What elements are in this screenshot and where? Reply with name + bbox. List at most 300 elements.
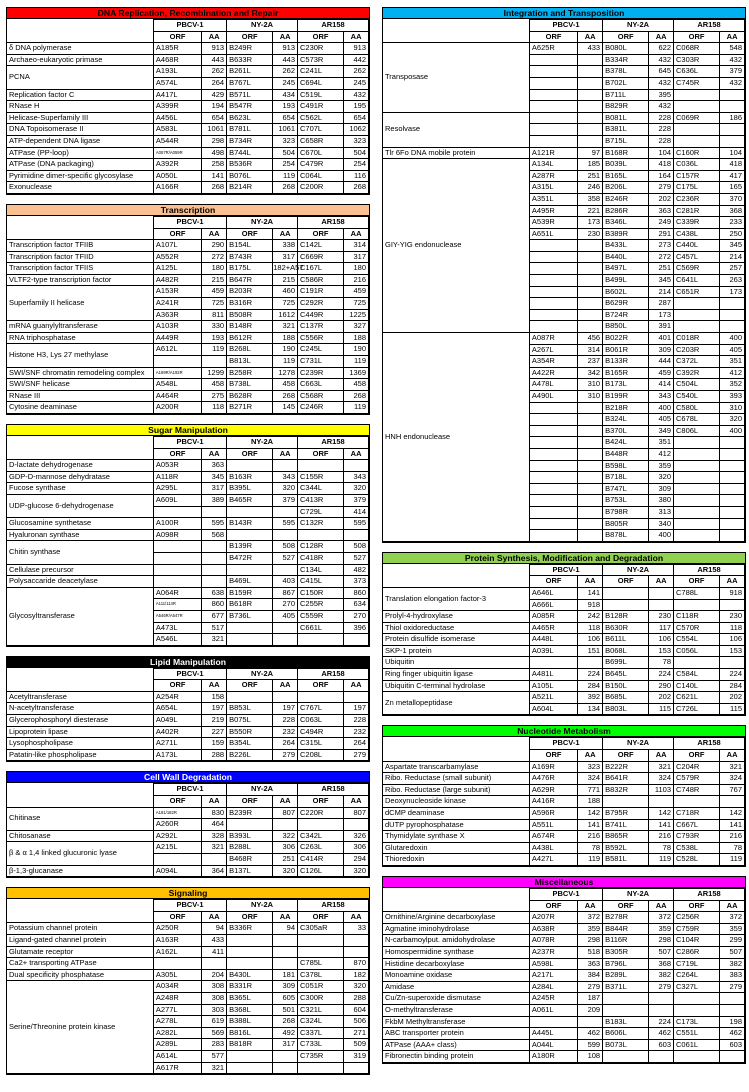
aa-cell: 321 xyxy=(649,761,674,773)
orf-header: ORF xyxy=(227,911,273,923)
gene-name: Thymidylate synthase X xyxy=(383,831,529,843)
aa-cell: 115 xyxy=(720,703,745,715)
aa-cell: 319 xyxy=(344,1050,369,1062)
orf-cell: B222R xyxy=(603,761,649,773)
orf-cell: B767L xyxy=(227,77,273,89)
aa-cell: 867 xyxy=(273,587,298,599)
column-header-row xyxy=(7,448,369,460)
table-row xyxy=(383,842,745,854)
orf-cell: C236R xyxy=(674,193,720,205)
orf-cell xyxy=(674,298,720,310)
orf-cell: A107L xyxy=(153,240,201,252)
aa-cell: 412 xyxy=(649,448,674,460)
aa-cell: 119 xyxy=(720,854,745,866)
aa-cell: 462 xyxy=(720,1028,745,1040)
aa-cell xyxy=(273,819,298,831)
orf-cell: B832R xyxy=(603,784,649,796)
aa-cell: 116 xyxy=(344,170,369,182)
orf-cell: C292R xyxy=(298,298,344,310)
aa-cell: 807 xyxy=(344,807,369,819)
orf-cell: B611L xyxy=(603,634,649,646)
aa-cell: 527 xyxy=(273,552,298,564)
orf-header: ORF xyxy=(603,900,649,912)
orf-cell: A666L xyxy=(529,599,577,611)
table-row xyxy=(383,831,745,843)
orf-cell: A260R xyxy=(153,819,201,831)
aa-cell: 197 xyxy=(344,703,369,715)
aa-cell: 228 xyxy=(273,715,298,727)
aa-cell xyxy=(578,460,603,472)
orf-cell: C245L xyxy=(298,344,344,356)
virus-header: NY-2A xyxy=(227,20,298,32)
aa-cell: 254 xyxy=(273,159,298,171)
orf-cell xyxy=(153,854,201,866)
aa-cell: 323 xyxy=(578,761,603,773)
gene-name: Chitosanase xyxy=(7,830,153,842)
orf-cell: C167L xyxy=(298,263,344,275)
orf-cell: B163R xyxy=(227,471,273,483)
aa-header: AA xyxy=(202,680,227,692)
orf-cell xyxy=(298,1062,344,1074)
orf-header: ORF xyxy=(153,228,201,240)
aa-cell: 159 xyxy=(202,738,227,750)
aa-cell: 104 xyxy=(720,147,745,159)
aa-cell: 190 xyxy=(273,344,298,356)
aa-cell: 242 xyxy=(578,611,603,623)
aa-cell: 180 xyxy=(202,263,227,275)
aa-header: AA xyxy=(649,900,674,912)
virus-header: NY-2A xyxy=(603,20,674,32)
orf-cell: C788L xyxy=(674,587,720,599)
orf-cell: B805R xyxy=(603,518,649,530)
aa-cell xyxy=(344,946,369,958)
orf-cell: C726L xyxy=(674,703,720,715)
header-blank xyxy=(7,900,153,912)
orf-cell: C449R xyxy=(298,309,344,321)
orf-cell: A200R xyxy=(153,402,201,414)
orf-cell: C263L xyxy=(298,842,344,854)
orf-cell: A217L xyxy=(529,970,577,982)
table-row xyxy=(7,494,369,506)
aa-cell: 382 xyxy=(649,970,674,982)
table-row xyxy=(7,263,369,275)
orf-cell: C339R xyxy=(674,217,720,229)
orf-cell: A392R xyxy=(153,159,201,171)
aa-cell: 119 xyxy=(649,854,674,866)
orf-cell: C785L xyxy=(298,958,344,970)
orf-cell: C731L xyxy=(298,356,344,368)
orf-cell: A134L xyxy=(529,159,577,171)
aa-cell xyxy=(578,309,603,321)
aa-cell: 432 xyxy=(720,77,745,89)
gene-name: β & α 1,4 linked glucuronic lyase xyxy=(7,842,153,865)
gene-name: ATPase (AAA+ class) xyxy=(383,1039,529,1051)
aa-cell: 94 xyxy=(273,923,298,935)
table-row xyxy=(7,807,369,819)
header-blank xyxy=(383,20,529,32)
virus-header: NY-2A xyxy=(227,216,298,228)
orf-cell: A456L xyxy=(153,112,201,124)
aa-cell xyxy=(578,298,603,310)
header-blank xyxy=(7,680,153,692)
aa-cell: 392 xyxy=(578,692,603,704)
orf-cell xyxy=(529,263,577,275)
aa-cell: 216 xyxy=(344,274,369,286)
orf-cell: A546R/A547R xyxy=(153,610,201,622)
orf-cell: A166R xyxy=(153,182,201,194)
aa-cell: 405 xyxy=(273,610,298,622)
orf-cell xyxy=(298,691,344,703)
aa-cell: 405 xyxy=(649,414,674,426)
orf-cell: A078R xyxy=(529,935,577,947)
orf-cell: B630R xyxy=(603,622,649,634)
table-row xyxy=(383,692,745,704)
orf-cell: B878L xyxy=(603,530,649,542)
aa-cell: 186 xyxy=(720,112,745,124)
orf-cell: A598L xyxy=(529,958,577,970)
gene-name: Ribo. Reductase (large subunit) xyxy=(383,784,529,796)
orf-cell xyxy=(674,518,720,530)
gene-name: Fibronectin binding protein xyxy=(383,1051,529,1063)
orf-cell: A118R xyxy=(153,471,201,483)
orf-cell: A539R xyxy=(529,217,577,229)
orf-header: ORF xyxy=(603,31,649,43)
aa-cell: 725 xyxy=(202,298,227,310)
orf-cell: B795R xyxy=(603,808,649,820)
orf-cell: B370L xyxy=(603,425,649,437)
table-row xyxy=(383,1051,745,1063)
aa-header: AA xyxy=(649,576,674,588)
orf-cell: C669R xyxy=(298,251,344,263)
table-row xyxy=(7,112,369,124)
orf-cell: B305R xyxy=(603,946,649,958)
orf-cell: A287R xyxy=(529,170,577,182)
orf-cell: C670L xyxy=(298,147,344,159)
aa-cell: 204 xyxy=(202,969,227,981)
aa-cell: 142 xyxy=(649,808,674,820)
header-blank xyxy=(7,668,153,680)
table-row xyxy=(7,89,369,101)
aa-cell: 345 xyxy=(649,275,674,287)
aa-cell: 725 xyxy=(344,298,369,310)
orf-cell xyxy=(298,634,344,646)
orf-cell: A181/182R xyxy=(153,807,201,819)
aa-cell: 432 xyxy=(649,77,674,89)
orf-cell: A250R xyxy=(153,923,201,935)
column-header-row xyxy=(7,911,369,923)
orf-cell: A098R xyxy=(153,529,201,541)
orf-cell xyxy=(674,483,720,495)
gene-table xyxy=(7,783,369,877)
orf-cell: A162L xyxy=(153,946,201,958)
virus-header-row xyxy=(383,888,745,900)
orf-cell: B550R xyxy=(227,726,273,738)
aa-header: AA xyxy=(344,911,369,923)
aa-cell: 119 xyxy=(273,170,298,182)
orf-cell: A468R xyxy=(153,54,201,66)
orf-cell: B143R xyxy=(227,518,273,530)
column-header-row xyxy=(383,750,745,762)
aa-cell xyxy=(344,1062,369,1074)
orf-cell: B389R xyxy=(603,228,649,240)
orf-cell: C658R xyxy=(298,135,344,147)
aa-cell xyxy=(344,691,369,703)
aa-cell xyxy=(720,448,745,460)
orf-cell: C556R xyxy=(298,332,344,344)
orf-cell: B378L xyxy=(603,66,649,78)
gene-name: Replication factor C xyxy=(7,89,153,101)
orf-cell: A552R xyxy=(153,251,201,263)
table-row xyxy=(7,274,369,286)
aa-cell xyxy=(720,483,745,495)
aa-cell: 254 xyxy=(344,159,369,171)
orf-cell: B424L xyxy=(603,437,649,449)
orf-cell xyxy=(227,564,273,576)
orf-cell: B633R xyxy=(227,54,273,66)
aa-cell: 363 xyxy=(649,205,674,217)
virus-header-row xyxy=(7,437,369,449)
orf-cell: A399R xyxy=(153,101,201,113)
orf-header: ORF xyxy=(603,576,649,588)
orf-header: ORF xyxy=(674,31,720,43)
aa-cell: 306 xyxy=(273,842,298,854)
orf-cell: A476R xyxy=(529,773,577,785)
aa-cell xyxy=(273,934,298,946)
virus-header: AR158 xyxy=(674,564,745,576)
aa-cell: 458 xyxy=(344,379,369,391)
gene-name: Deoxynucleoside kinase xyxy=(383,796,529,808)
section-title: Transcription xyxy=(7,205,369,216)
orf-cell: A189R/A192R xyxy=(153,367,201,379)
aa-cell: 221 xyxy=(578,205,603,217)
aa-cell: 456 xyxy=(578,333,603,345)
aa-cell: 458 xyxy=(273,379,298,391)
orf-cell: B508R xyxy=(227,309,273,321)
aa-cell xyxy=(273,506,298,518)
aa-cell: 321 xyxy=(202,842,227,854)
aa-cell: 767 xyxy=(720,784,745,796)
aa-cell xyxy=(202,564,227,576)
gene-name: RNA triphosphatase xyxy=(7,332,153,344)
orf-cell: B159R xyxy=(227,587,273,599)
gene-name: Protein disulfide isomerase xyxy=(383,634,529,646)
gene-name: Glucosamine synthetase xyxy=(7,518,153,530)
orf-cell xyxy=(227,1062,273,1074)
table-row xyxy=(7,471,369,483)
orf-cell xyxy=(227,946,273,958)
orf-cell: A267L xyxy=(529,344,577,356)
orf-cell xyxy=(529,321,577,333)
orf-cell xyxy=(529,518,577,530)
orf-cell: B736L xyxy=(227,610,273,622)
gene-name: RNase III xyxy=(7,390,153,402)
virus-header: AR158 xyxy=(298,437,369,449)
orf-cell: B324L xyxy=(603,414,649,426)
orf-cell: B368L xyxy=(227,1004,273,1016)
aa-cell: 202 xyxy=(649,193,674,205)
header-blank xyxy=(7,784,153,796)
orf-cell: A490L xyxy=(529,391,577,403)
orf-cell: A050L xyxy=(153,170,201,182)
table-row xyxy=(7,159,369,171)
aa-header: AA xyxy=(344,796,369,808)
orf-cell xyxy=(529,66,577,78)
aa-cell: 414 xyxy=(344,506,369,518)
aa-cell: 185 xyxy=(578,159,603,171)
aa-cell: 434 xyxy=(273,89,298,101)
gene-name: Aspartate transcarbamylase xyxy=(383,761,529,773)
orf-header: ORF xyxy=(674,576,720,588)
aa-cell: 262 xyxy=(344,66,369,78)
orf-cell: B073L xyxy=(603,1039,649,1051)
aa-header: AA xyxy=(202,228,227,240)
virus-header: NY-2A xyxy=(603,738,674,750)
orf-cell: A103R xyxy=(153,321,201,333)
aa-cell xyxy=(273,691,298,703)
aa-cell: 158 xyxy=(202,691,227,703)
orf-cell: B718L xyxy=(603,472,649,484)
orf-cell: C806L xyxy=(674,425,720,437)
orf-cell xyxy=(674,599,720,611)
aa-cell: 504 xyxy=(344,147,369,159)
aa-cell xyxy=(578,275,603,287)
table-row xyxy=(383,1039,745,1051)
gene-table xyxy=(383,888,745,1063)
aa-header: AA xyxy=(344,448,369,460)
aa-cell: 860 xyxy=(344,587,369,599)
aa-cell: 115 xyxy=(649,703,674,715)
aa-cell: 224 xyxy=(720,669,745,681)
orf-cell: C586R xyxy=(298,274,344,286)
gene-name: Cytosine deaminase xyxy=(7,402,153,414)
orf-cell: A044L xyxy=(529,1039,577,1051)
left-column xyxy=(6,7,370,1084)
section-tx xyxy=(6,204,370,415)
table-row xyxy=(7,587,369,599)
orf-cell: C230R xyxy=(298,43,344,55)
aa-cell: 638 xyxy=(202,587,227,599)
aa-cell: 108 xyxy=(578,1051,603,1063)
aa-cell: 118 xyxy=(578,622,603,634)
table-row xyxy=(7,379,369,391)
section-title: Cell Wall Degradation xyxy=(7,772,369,783)
orf-cell: B137L xyxy=(227,865,273,877)
orf-cell: C651R xyxy=(674,286,720,298)
orf-cell xyxy=(529,309,577,321)
table-row xyxy=(7,934,369,946)
aa-header: AA xyxy=(273,796,298,808)
orf-cell: B381L xyxy=(603,124,649,136)
orf-cell: C200R xyxy=(298,182,344,194)
aa-cell: 324 xyxy=(578,773,603,785)
aa-cell: 320 xyxy=(273,865,298,877)
aa-cell: 268 xyxy=(344,390,369,402)
virus-header: NY-2A xyxy=(603,888,674,900)
aa-cell: 432 xyxy=(720,54,745,66)
aa-cell: 317 xyxy=(202,483,227,495)
aa-cell: 245 xyxy=(273,77,298,89)
table-row xyxy=(383,159,745,171)
aa-cell xyxy=(578,530,603,542)
aa-cell xyxy=(344,634,369,646)
aa-cell: 321 xyxy=(720,761,745,773)
aa-cell: 432 xyxy=(649,54,674,66)
aa-cell: 870 xyxy=(344,958,369,970)
orf-cell: C036L xyxy=(674,159,720,171)
gene-name: Dual specificity phosphatase xyxy=(7,969,153,981)
orf-cell: C573R xyxy=(298,54,344,66)
aa-cell: 412 xyxy=(720,367,745,379)
gene-name: Thioredoxin xyxy=(383,854,529,866)
aa-cell: 389 xyxy=(202,494,227,506)
aa-cell: 264 xyxy=(273,738,298,750)
aa-cell: 214 xyxy=(720,251,745,263)
aa-cell: 153 xyxy=(720,645,745,657)
orf-cell: B724R xyxy=(603,309,649,321)
orf-cell: B465R xyxy=(227,494,273,506)
aa-cell: 268 xyxy=(273,1016,298,1028)
virus-header: AR158 xyxy=(674,20,745,32)
aa-cell xyxy=(720,472,745,484)
orf-cell: C580L xyxy=(674,402,720,414)
orf-cell: C636L xyxy=(674,66,720,78)
orf-header: ORF xyxy=(603,750,649,762)
aa-cell xyxy=(202,552,227,564)
virus-header: NY-2A xyxy=(227,900,298,912)
aa-cell: 320 xyxy=(344,981,369,993)
table-row xyxy=(383,43,745,55)
aa-cell: 464 xyxy=(202,819,227,831)
aa-cell xyxy=(578,448,603,460)
gene-name: Polysaccaride deacetylase xyxy=(7,576,153,588)
aa-cell xyxy=(202,541,227,553)
orf-cell: B173L xyxy=(603,379,649,391)
table-row xyxy=(383,808,745,820)
orf-cell: A185R xyxy=(153,43,201,55)
orf-cell: C793R xyxy=(674,831,720,843)
virus-header: NY-2A xyxy=(227,784,298,796)
aa-cell: 498 xyxy=(202,147,227,159)
aa-cell: 309 xyxy=(273,981,298,993)
aa-cell: 368 xyxy=(720,205,745,217)
orf-cell: A193L xyxy=(153,66,201,78)
aa-cell: 1061 xyxy=(273,124,298,136)
orf-cell: C554L xyxy=(674,634,720,646)
gene-name: O-methyltransferase xyxy=(383,1004,529,1016)
aa-cell: 595 xyxy=(344,518,369,530)
orf-cell: B472R xyxy=(227,552,273,564)
orf-cell: C568R xyxy=(298,390,344,402)
aa-cell: 230 xyxy=(720,611,745,623)
orf-cell: B214R xyxy=(227,182,273,194)
aa-header: AA xyxy=(344,31,369,43)
orf-cell: A271L xyxy=(153,738,201,750)
orf-cell: C337L xyxy=(298,1027,344,1039)
aa-cell: 725 xyxy=(273,298,298,310)
orf-cell xyxy=(603,993,649,1005)
header-blank xyxy=(383,900,529,912)
orf-cell xyxy=(227,622,273,634)
aa-cell: 527 xyxy=(344,552,369,564)
orf-cell: C134L xyxy=(298,564,344,576)
aa-cell: 279 xyxy=(273,749,298,761)
aa-cell: 270 xyxy=(344,610,369,622)
virus-header: PBCV-1 xyxy=(153,668,226,680)
aa-cell: 396 xyxy=(344,622,369,634)
aa-cell: 228 xyxy=(649,112,674,124)
aa-cell: 180 xyxy=(344,263,369,275)
aa-cell: 351 xyxy=(649,437,674,449)
